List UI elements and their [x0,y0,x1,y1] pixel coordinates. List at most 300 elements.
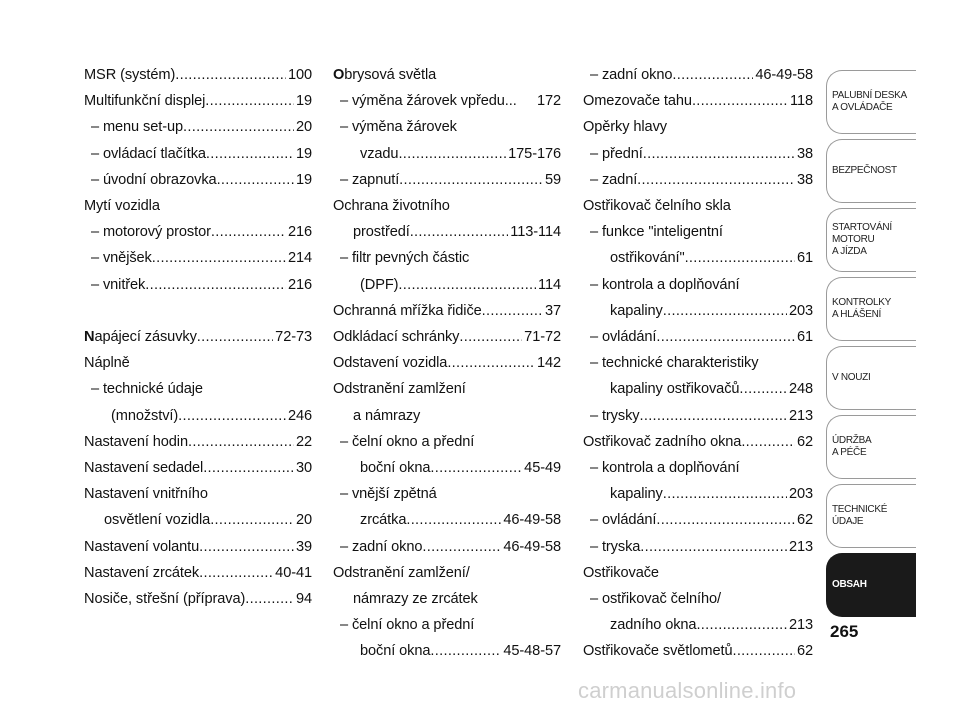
entry-term [333,324,459,350]
entry-text: Odstranění zamlžení/ [333,564,470,581]
index-entry [583,403,813,429]
index-entry [84,455,312,481]
entry-term [590,403,639,429]
tab-label: TECHNICKÉ ÚDAJE [832,504,888,527]
entry-page: 175-176 [508,145,561,162]
index-entry [583,376,813,402]
index-entry [583,507,813,533]
index-entry [84,219,312,245]
entry-page: 38 [796,145,813,162]
index-entry [333,638,561,664]
entry-text: Omezovače tahu [583,93,692,110]
entry-page: 203 [788,302,813,319]
entry-term [360,141,398,167]
entry-page: 62 [796,512,813,529]
entry-text: Opěrky hlavy [583,119,667,136]
entry-term [333,62,436,88]
entry-text: – tryska [590,538,641,555]
entry-text: – menu set-up [91,119,183,136]
index-entry [84,245,312,271]
entry-text: – vnitřek [91,276,146,293]
entry-text: Odstranění zamlžení [333,381,466,398]
entry-page: 61 [796,250,813,267]
index-entry [333,350,561,376]
leader-dots [406,507,501,533]
leader-dots [199,534,294,560]
tab-label: PALUBNÍ DESKA A OVLÁDAČE [832,90,907,113]
leader-dots [210,507,294,533]
entry-term [360,272,398,298]
entry-text: Ochranná mřížka řidiče [333,302,482,319]
entry-term [84,324,197,350]
entry-text: – vnějšek [91,250,152,267]
index-entry [84,272,312,298]
index-entry [583,88,813,114]
leader-dots [211,219,286,245]
entry-text: – zadní [590,171,638,188]
index-entry [583,481,813,507]
tab-1[interactable] [826,70,916,134]
index-entry [333,324,561,350]
entry-term [583,560,659,586]
entry-page: 100 [287,67,312,83]
leader-dots [685,245,795,271]
entry-term [340,167,399,193]
entry-term [590,534,640,560]
leader-dots [739,376,787,402]
entry-term [360,507,406,533]
index-entry [333,167,561,193]
index-entry [333,507,561,533]
entry-term [91,219,211,245]
index-entry [583,455,813,481]
leader-dots [175,62,286,88]
entry-page: 216 [287,224,312,241]
entry-term [590,272,739,298]
entry-page: 46-49-58 [755,67,813,83]
entry-page: 45-49 [524,460,561,477]
index-entry [333,481,561,507]
entry-term [583,88,692,114]
entry-term [590,507,656,533]
entry-term [610,298,663,324]
index-entry [333,141,561,167]
entry-text: Ostřikovače světlometů [583,643,733,660]
entry-term [340,534,422,560]
entry-text: Ochrana životního [333,198,450,215]
index-entry [333,560,561,586]
index-entry [84,560,312,586]
entry-text: zadního okna [610,617,697,634]
entry-text: MSR (systém) [84,67,176,83]
index-entry [84,62,312,88]
entry-term [583,429,741,455]
entry-term [91,272,145,298]
entry-page: 62 [796,433,813,450]
index-entry [333,114,561,140]
entry-page: 19 [295,171,312,188]
entry-term [91,141,206,167]
tab-3[interactable] [826,208,916,272]
entry-text: námrazy ze zrcátek [353,591,478,608]
entry-term [340,245,469,271]
index-entry [583,167,813,193]
entry-page: 19 [295,93,312,110]
entry-term [84,455,203,481]
index-entry [333,429,561,455]
entry-term [84,193,160,219]
entry-page: 216 [287,276,312,293]
entry-term [610,612,696,638]
entry-term [84,429,188,455]
tab-label: STARTOVÁNÍ MOTORU A JÍZDA [832,222,892,257]
index-column-2 [333,62,561,665]
entry-text: – čelní okno a přední [340,617,475,634]
entry-text: zrcátka [360,512,407,529]
entry-page: 37 [544,302,561,319]
index-entry [84,507,312,533]
leader-dots [663,298,787,324]
entry-page: 19 [295,145,312,162]
index-entry [84,376,312,402]
leader-dots [178,403,286,429]
entry-text: brysová světla [344,67,437,83]
index-entry [583,62,813,88]
leader-dots [656,324,795,350]
tab-4[interactable] [826,277,916,341]
entry-term [84,88,205,114]
index-entry [583,350,813,376]
leader-dots [482,298,543,324]
index-entry [333,612,561,638]
entry-term [610,376,739,402]
entry-term [84,586,245,612]
entry-page: 118 [790,93,813,110]
entry-term [583,638,732,664]
entry-term [340,612,474,638]
tab-5[interactable] [826,346,916,410]
entry-page: 213 [788,617,813,634]
entry-text: Náplně [84,355,130,372]
entry-text: Ostřikovač čelního skla [583,198,731,215]
entry-text: – kontrola a doplňování [590,460,740,477]
entry-term [333,376,466,402]
index-entry [333,62,561,88]
entry-text: – ostřikovač čelního/ [590,591,721,608]
tab-label: BEZPEČNOST [832,165,897,176]
leader-dots [145,272,286,298]
entry-text: Odstavení vozidla [333,355,448,372]
entry-page: 213 [788,407,813,424]
entry-page: 113-114 [510,224,561,241]
index-entry [84,114,312,140]
leader-dots [199,560,273,586]
index-entry [583,638,813,664]
entry-text: – filtr pevných částic [340,250,470,267]
entry-text: – zapnutí [340,171,400,188]
entry-spacer [84,298,312,324]
entry-text: kapaliny ostřikovačů [610,381,740,398]
entry-text: – ovládání [590,512,657,529]
leader-dots [152,245,286,271]
tab-2[interactable] [826,139,916,203]
entry-term [84,350,130,376]
entry-term [590,324,656,350]
leader-dots [398,272,536,298]
index-entry [333,455,561,481]
entry-term [610,481,663,507]
entry-term [353,219,410,245]
entry-term [610,245,685,271]
entry-text: – ovládací tlačítka [91,145,206,162]
entry-term [340,429,474,455]
entry-term [84,481,208,507]
entry-page: 72-73 [275,329,312,346]
entry-page: 248 [788,381,813,398]
leader-dots [640,534,787,560]
leader-dots [205,88,294,114]
index-entry [583,245,813,271]
leader-dots [741,429,795,455]
entry-term [590,62,672,88]
entry-page: 39 [295,538,312,555]
index-entry [333,403,561,429]
entry-text: Nastavení hodin [84,433,188,450]
index-entry [583,114,813,140]
section-initial: O [333,67,345,83]
tab-8[interactable] [826,553,916,617]
index-entry [583,193,813,219]
tab-7[interactable] [826,484,916,548]
index-entry [583,429,813,455]
index-entry [333,586,561,612]
entry-text: Nastavení zrcátek [84,564,200,581]
tab-label: ÚDRŽBA A PÉČE [832,435,872,458]
entry-term [360,638,430,664]
entry-text: Mytí vozidla [84,198,160,215]
entry-text: a námrazy [353,407,421,424]
entry-term [104,507,210,533]
entry-text: Ostřikovače [583,564,659,581]
entry-term [91,167,217,193]
entry-text: – technické údaje [91,381,203,398]
entry-term [590,350,758,376]
entry-term [111,403,178,429]
entry-text: – přední [590,145,643,162]
entry-term [590,455,739,481]
entry-page: 246 [287,407,312,424]
index-entry [84,403,312,429]
entry-term [333,193,450,219]
leader-dots [637,167,795,193]
entry-term [91,245,152,271]
entry-text: – čelní okno a přední [340,433,475,450]
entry-page: 61 [796,329,813,346]
entry-page: 38 [796,171,813,188]
entry-text: Nastavení vnitřního [84,486,208,503]
entry-page: 62 [796,643,813,660]
entry-text: Nosiče, střešní (příprava) [84,591,246,608]
index-entry [333,219,561,245]
leader-dots [643,141,795,167]
index-column-3 [583,62,813,665]
entry-term [333,350,447,376]
leader-dots [188,429,294,455]
index-entry [84,193,312,219]
leader-dots [672,62,753,88]
entry-text: – zadní okno [590,67,673,83]
entry-text: prostředí [353,224,410,241]
index-entry [583,141,813,167]
entry-text: – trysky [590,407,640,424]
entry-text: Multifunkční displej [84,93,206,110]
entry-text: – úvodní obrazovka [91,171,217,188]
entry-term [333,560,470,586]
leader-dots [430,455,522,481]
entry-term [590,167,637,193]
entry-text: – výměna žárovek [340,119,457,136]
entry-page: 172 [536,93,561,110]
entry-page: 214 [287,250,312,267]
leader-dots [203,455,294,481]
tab-label: KONTROLKY A HLÁŠENÍ [832,297,891,320]
entry-page: 94 [295,591,312,608]
entry-page: 142 [536,355,561,372]
entry-term [583,193,731,219]
index-entry [84,586,312,612]
watermark: carmanualsonline.info [578,678,797,703]
entry-term [84,534,199,560]
entry-text: vzadu [360,145,399,162]
entry-text: boční okna [360,643,431,660]
leader-dots [422,534,501,560]
index-entry [84,324,312,350]
entry-page: 20 [295,512,312,529]
leader-dots [217,167,294,193]
leader-dots [447,350,535,376]
leader-dots [656,507,795,533]
index-entry [333,245,561,271]
entry-page: 114 [538,276,561,293]
entry-term [353,403,420,429]
index-entry [333,272,561,298]
entry-text: – ovládání [590,329,657,346]
index-entry [333,534,561,560]
entry-term [333,298,482,324]
tab-label: V NOUZI [832,372,871,383]
entry-page: 22 [295,433,312,450]
entry-text: kapaliny [610,302,663,319]
leader-dots [639,403,786,429]
page-number: 265 [830,622,859,641]
entry-text: boční okna [360,460,431,477]
entry-page: 40-41 [275,564,312,581]
section-initial: N [84,329,95,346]
entry-text: – funkce "inteligentní [590,224,723,241]
entry-page: 59 [544,171,561,188]
index-entry [333,193,561,219]
entry-term [340,114,457,140]
leader-dots [732,638,794,664]
leader-dots [696,612,787,638]
index-entry [583,612,813,638]
index-entry [84,167,312,193]
entry-text: Ostřikovač zadního okna [583,433,742,450]
entry-text: Odkládací schránky [333,329,460,346]
index-entry [333,376,561,402]
leader-dots [206,141,294,167]
index-entry [84,88,312,114]
entry-text: Nastavení sedadel [84,460,204,477]
index-entry [583,560,813,586]
index-column-1 [84,62,312,612]
index-entry [84,481,312,507]
entry-text: osvětlení vozidla [104,512,211,529]
entry-text: (množství) [111,407,179,424]
index-entry [583,298,813,324]
leader-dots [410,219,509,245]
entry-page: 45-48-57 [503,643,561,660]
entry-term [360,455,430,481]
entry-term [353,586,478,612]
entry-page: 30 [295,460,312,477]
entry-text: (DPF) [360,276,399,293]
index-entry [333,88,561,114]
index-entry [583,586,813,612]
index-entry [84,141,312,167]
entry-page: 46-49-58 [503,512,561,529]
index-entry [84,350,312,376]
index-entry [84,534,312,560]
entry-term [590,586,721,612]
leader-dots [398,141,506,167]
leader-dots [399,167,543,193]
entry-page: 213 [788,538,813,555]
entry-text: apájecí zásuvky [94,329,197,346]
index-entry [84,429,312,455]
entry-term [340,481,437,507]
entry-term [340,88,517,114]
entry-page: 20 [295,119,312,136]
entry-text: – zadní okno [340,538,423,555]
index-entry [333,298,561,324]
entry-term [84,560,199,586]
leader-dots [245,586,294,612]
entry-text: Nastavení volantu [84,538,200,555]
leader-dots [459,324,522,350]
entry-term [91,376,203,402]
leader-dots [692,88,788,114]
entry-term [590,219,723,245]
leader-dots [430,638,501,664]
entry-term [84,62,175,88]
leader-dots [197,324,273,350]
entry-page: 203 [788,486,813,503]
tab-6[interactable] [826,415,916,479]
entry-term [583,114,667,140]
entry-page: 46-49-58 [503,538,561,555]
index-entry [583,324,813,350]
leader-dots [183,114,294,140]
entry-text: – motorový prostor [91,224,211,241]
entry-text: kapaliny [610,486,663,503]
index-entry [583,272,813,298]
entry-text: – vnější zpětná [340,486,437,503]
entry-text: – výměna žárovek vpředu... [340,93,517,110]
index-entry [583,534,813,560]
entry-text: ostřikování" [610,250,685,267]
entry-term [91,114,183,140]
